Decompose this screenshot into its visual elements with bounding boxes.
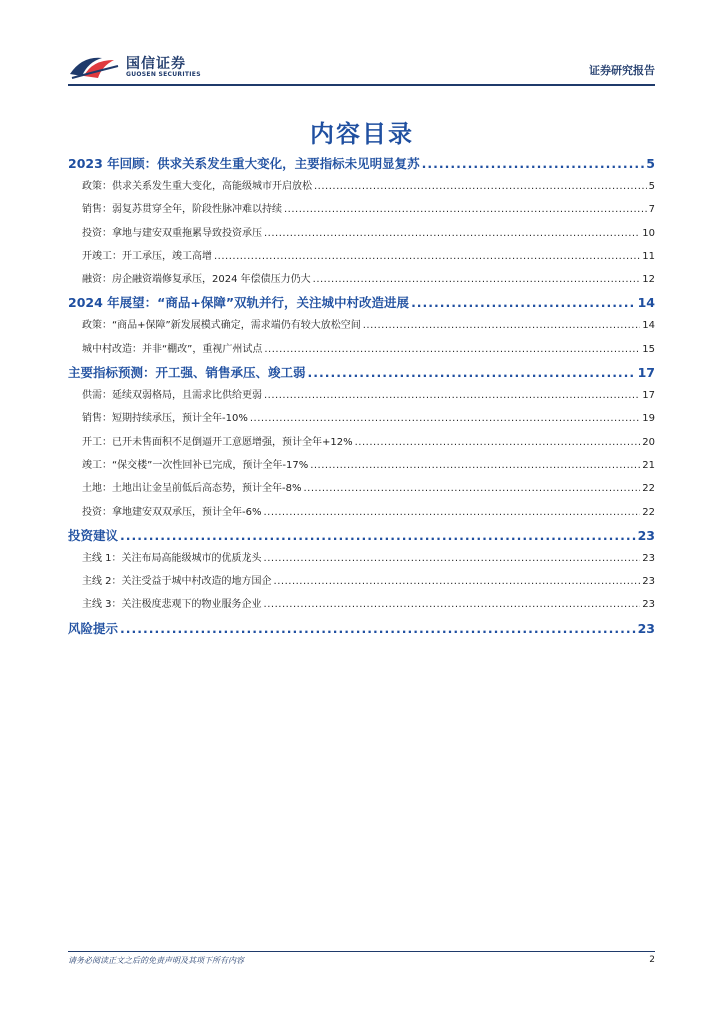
toc-entry-page: 5 <box>646 156 655 171</box>
toc-subsection-entry[interactable] <box>68 338 655 361</box>
footer-divider <box>68 951 655 952</box>
toc-entry-label: 土地：土地出让金呈前低后高态势，预计全年-8% <box>82 483 302 495</box>
toc-section-entry[interactable] <box>68 152 655 175</box>
toc-subsection-entry[interactable] <box>68 314 655 337</box>
toc-dot-leader <box>310 454 640 477</box>
toc-entry-label: 投资：拿地建安双双承压，预计全年-6% <box>82 506 262 518</box>
toc-entry-label: 城中村改造：并非“棚改”，重视广州试点 <box>82 343 263 355</box>
toc-entry-label: 开竣工：开工承压，竣工高增 <box>82 250 212 262</box>
toc-subsection-entry[interactable] <box>68 547 655 570</box>
table-of-contents <box>68 152 655 640</box>
toc-entry-page: 23 <box>642 552 655 564</box>
toc-dot-leader <box>214 245 640 268</box>
toc-entry-label: 2023 年回顾：供求关系发生重大变化，主要指标未见明显复苏 <box>68 156 420 171</box>
guosen-logo-icon <box>68 54 120 80</box>
toc-entry-page: 23 <box>637 620 655 636</box>
footer-disclaimer: 请务必阅读正文之后的免责声明及其项下所有内容 <box>68 956 244 965</box>
toc-subsection-entry[interactable] <box>68 501 655 524</box>
toc-entry-page: 14 <box>637 295 655 311</box>
toc-entry-page: 22 <box>642 506 655 518</box>
toc-entry-label: 开工：已开未售面积不足倒逼开工意愿增强，预计全年+12% <box>82 436 353 448</box>
toc-subsection-entry[interactable] <box>68 431 655 454</box>
toc-dot-leader <box>422 152 645 175</box>
toc-entry-page: 20 <box>642 436 655 448</box>
toc-entry-page: 21 <box>642 459 655 471</box>
toc-section-entry[interactable] <box>68 617 655 640</box>
header-divider <box>68 84 655 86</box>
toc-entry-label: 销售：短期持续承压，预计全年-10% <box>82 413 248 425</box>
toc-dot-leader <box>120 524 636 547</box>
report-type-label: 证券研究报告 <box>589 64 655 77</box>
toc-subsection-entry[interactable] <box>68 407 655 430</box>
toc-dot-leader <box>264 338 640 361</box>
toc-dot-leader <box>264 593 641 616</box>
toc-subsection-entry[interactable] <box>68 222 655 245</box>
toc-subsection-entry[interactable] <box>68 477 655 500</box>
toc-entry-label: 投资：拿地与建安双重拖累导致投资承压 <box>82 227 262 239</box>
toc-subsection-entry[interactable] <box>68 454 655 477</box>
toc-subsection-entry[interactable] <box>68 245 655 268</box>
toc-dot-leader <box>264 547 641 570</box>
toc-entry-page: 10 <box>642 227 655 239</box>
toc-entry-page: 17 <box>637 365 655 381</box>
toc-dot-leader <box>264 222 640 245</box>
toc-entry-label: 2024 年展望：“商品+保障”双轨并行，关注城中村改造进展 <box>68 295 410 311</box>
toc-dot-leader <box>263 501 640 524</box>
toc-entry-label: 主线 2：关注受益于城中村改造的地方国企 <box>82 576 272 588</box>
toc-entry-page: 23 <box>642 599 655 611</box>
toc-entry-label: 主线 3：关注极度悲观下的物业服务企业 <box>82 599 262 611</box>
toc-subsection-entry[interactable] <box>68 268 655 291</box>
toc-dot-leader <box>363 314 641 337</box>
toc-entry-page: 17 <box>642 390 655 402</box>
toc-entry-page: 23 <box>637 527 655 543</box>
toc-entry-label: 主线 1：关注布局高能级城市的优质龙头 <box>82 552 262 564</box>
toc-entry-page: 5 <box>648 181 655 192</box>
page-header <box>68 52 655 84</box>
toc-section-entry[interactable] <box>68 291 655 314</box>
toc-entry-label: 主要指标预测：开工强、销售承压、竣工弱 <box>68 365 306 381</box>
toc-entry-page: 19 <box>642 413 655 425</box>
toc-entry-label: 投资建议 <box>68 527 119 543</box>
toc-dot-leader <box>120 617 636 640</box>
toc-entry-page: 23 <box>642 576 655 588</box>
page-number: 2 <box>649 955 655 965</box>
toc-entry-label: 供需：延续双弱格局，且需求比供给更弱 <box>82 390 262 402</box>
toc-dot-leader <box>355 431 641 454</box>
toc-dot-leader <box>264 384 640 407</box>
toc-entry-page: 15 <box>642 343 655 355</box>
toc-subsection-entry[interactable] <box>68 384 655 407</box>
logo-english-name: GUOSEN SECURITIES <box>126 71 201 78</box>
toc-dot-leader <box>303 477 640 500</box>
toc-dot-leader <box>250 407 640 430</box>
toc-entry-label: 融资：房企融资端修复承压，2024 年偿债压力仍大 <box>82 274 311 286</box>
toc-dot-leader <box>411 291 636 314</box>
toc-entry-label: 风险提示 <box>68 620 119 636</box>
toc-title: 内容目录 <box>310 120 414 148</box>
toc-dot-leader <box>308 361 636 384</box>
toc-subsection-entry[interactable] <box>68 198 655 221</box>
toc-dot-leader <box>274 570 641 593</box>
toc-entry-page: 12 <box>642 274 655 286</box>
toc-entry-page: 22 <box>642 483 655 495</box>
company-logo <box>68 52 208 84</box>
toc-entry-label: 政策：供求关系发生重大变化，高能级城市开启放松 <box>82 181 312 192</box>
toc-entry-label: 竣工：“保交楼”一次性回补已完成，预计全年-17% <box>82 459 309 471</box>
toc-dot-leader <box>284 198 647 221</box>
toc-entry-page: 14 <box>642 320 655 332</box>
toc-section-entry[interactable] <box>68 361 655 384</box>
toc-entry-label: 销售：弱复苏贯穿全年，阶段性脉冲难以持续 <box>82 204 282 216</box>
toc-section-entry[interactable] <box>68 524 655 547</box>
toc-entry-label: 政策：“商品+保障”新发展模式确定，需求端仍有较大放松空间 <box>82 320 361 332</box>
toc-entry-page: 11 <box>642 250 655 262</box>
logo-chinese-name: 国信证券 <box>126 56 186 72</box>
toc-subsection-entry[interactable] <box>68 175 655 198</box>
toc-subsection-entry[interactable] <box>68 570 655 593</box>
toc-dot-leader <box>314 175 647 198</box>
toc-dot-leader <box>313 268 641 291</box>
toc-subsection-entry[interactable] <box>68 593 655 616</box>
toc-entry-page: 7 <box>648 204 655 216</box>
